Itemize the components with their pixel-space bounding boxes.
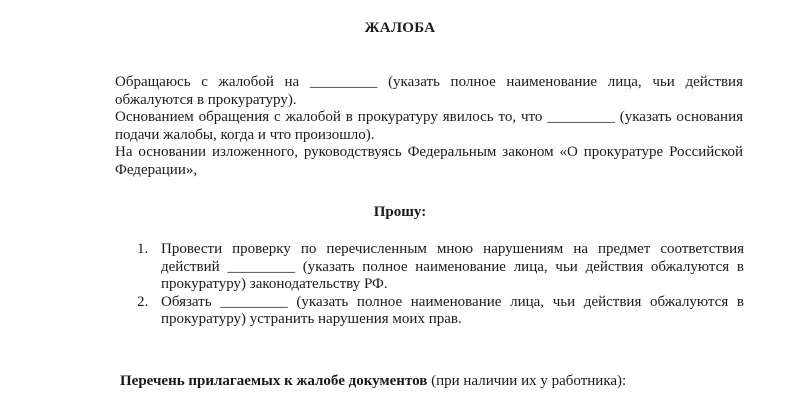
request-item	[137, 241, 744, 294]
request-item-number: 2.	[137, 293, 149, 310]
document-title: ЖАЛОБА	[364, 20, 436, 36]
request-item	[137, 294, 744, 329]
paragraph-complaint-grounds: Основанием обращения с жалобой в прокуратуру явилось то, что _________ (указать основания подачи жалобы, когда и что произошло).	[115, 109, 743, 143]
attachments-heading-note: (при наличии их у работника):	[427, 373, 627, 389]
request-item-text: Обязать _________ (указать полное наименование лица, чьи действия обжалуются в прокуратуру) устранить нарушения моих прав.	[161, 293, 744, 328]
request-heading: Прошу:	[373, 204, 427, 220]
paragraph-legal-basis: На основании изложенного, руководствуясь Федеральным законом «О прокуратуре Российской Федерации»,	[115, 144, 743, 178]
attachments-heading	[120, 373, 760, 390]
complaint-body	[115, 74, 743, 180]
paragraph-complaint-subject: Обращаюсь с жалобой на _________ (указать полное наименование лица, чьи действия обжалуются в прокуратуру).	[115, 74, 743, 108]
request-item-text: Провести проверку по перечисленным мною нарушениям на предмет соответствия действий _________ (указать полное наименование лица, чьи действия обжалуются в прокуратуру) законодательству РФ.	[161, 241, 744, 293]
attachments-heading-bold: Перечень прилагаемых к жалобе документов	[120, 373, 428, 389]
request-list	[137, 241, 744, 329]
request-item-number: 1.	[137, 241, 149, 257]
